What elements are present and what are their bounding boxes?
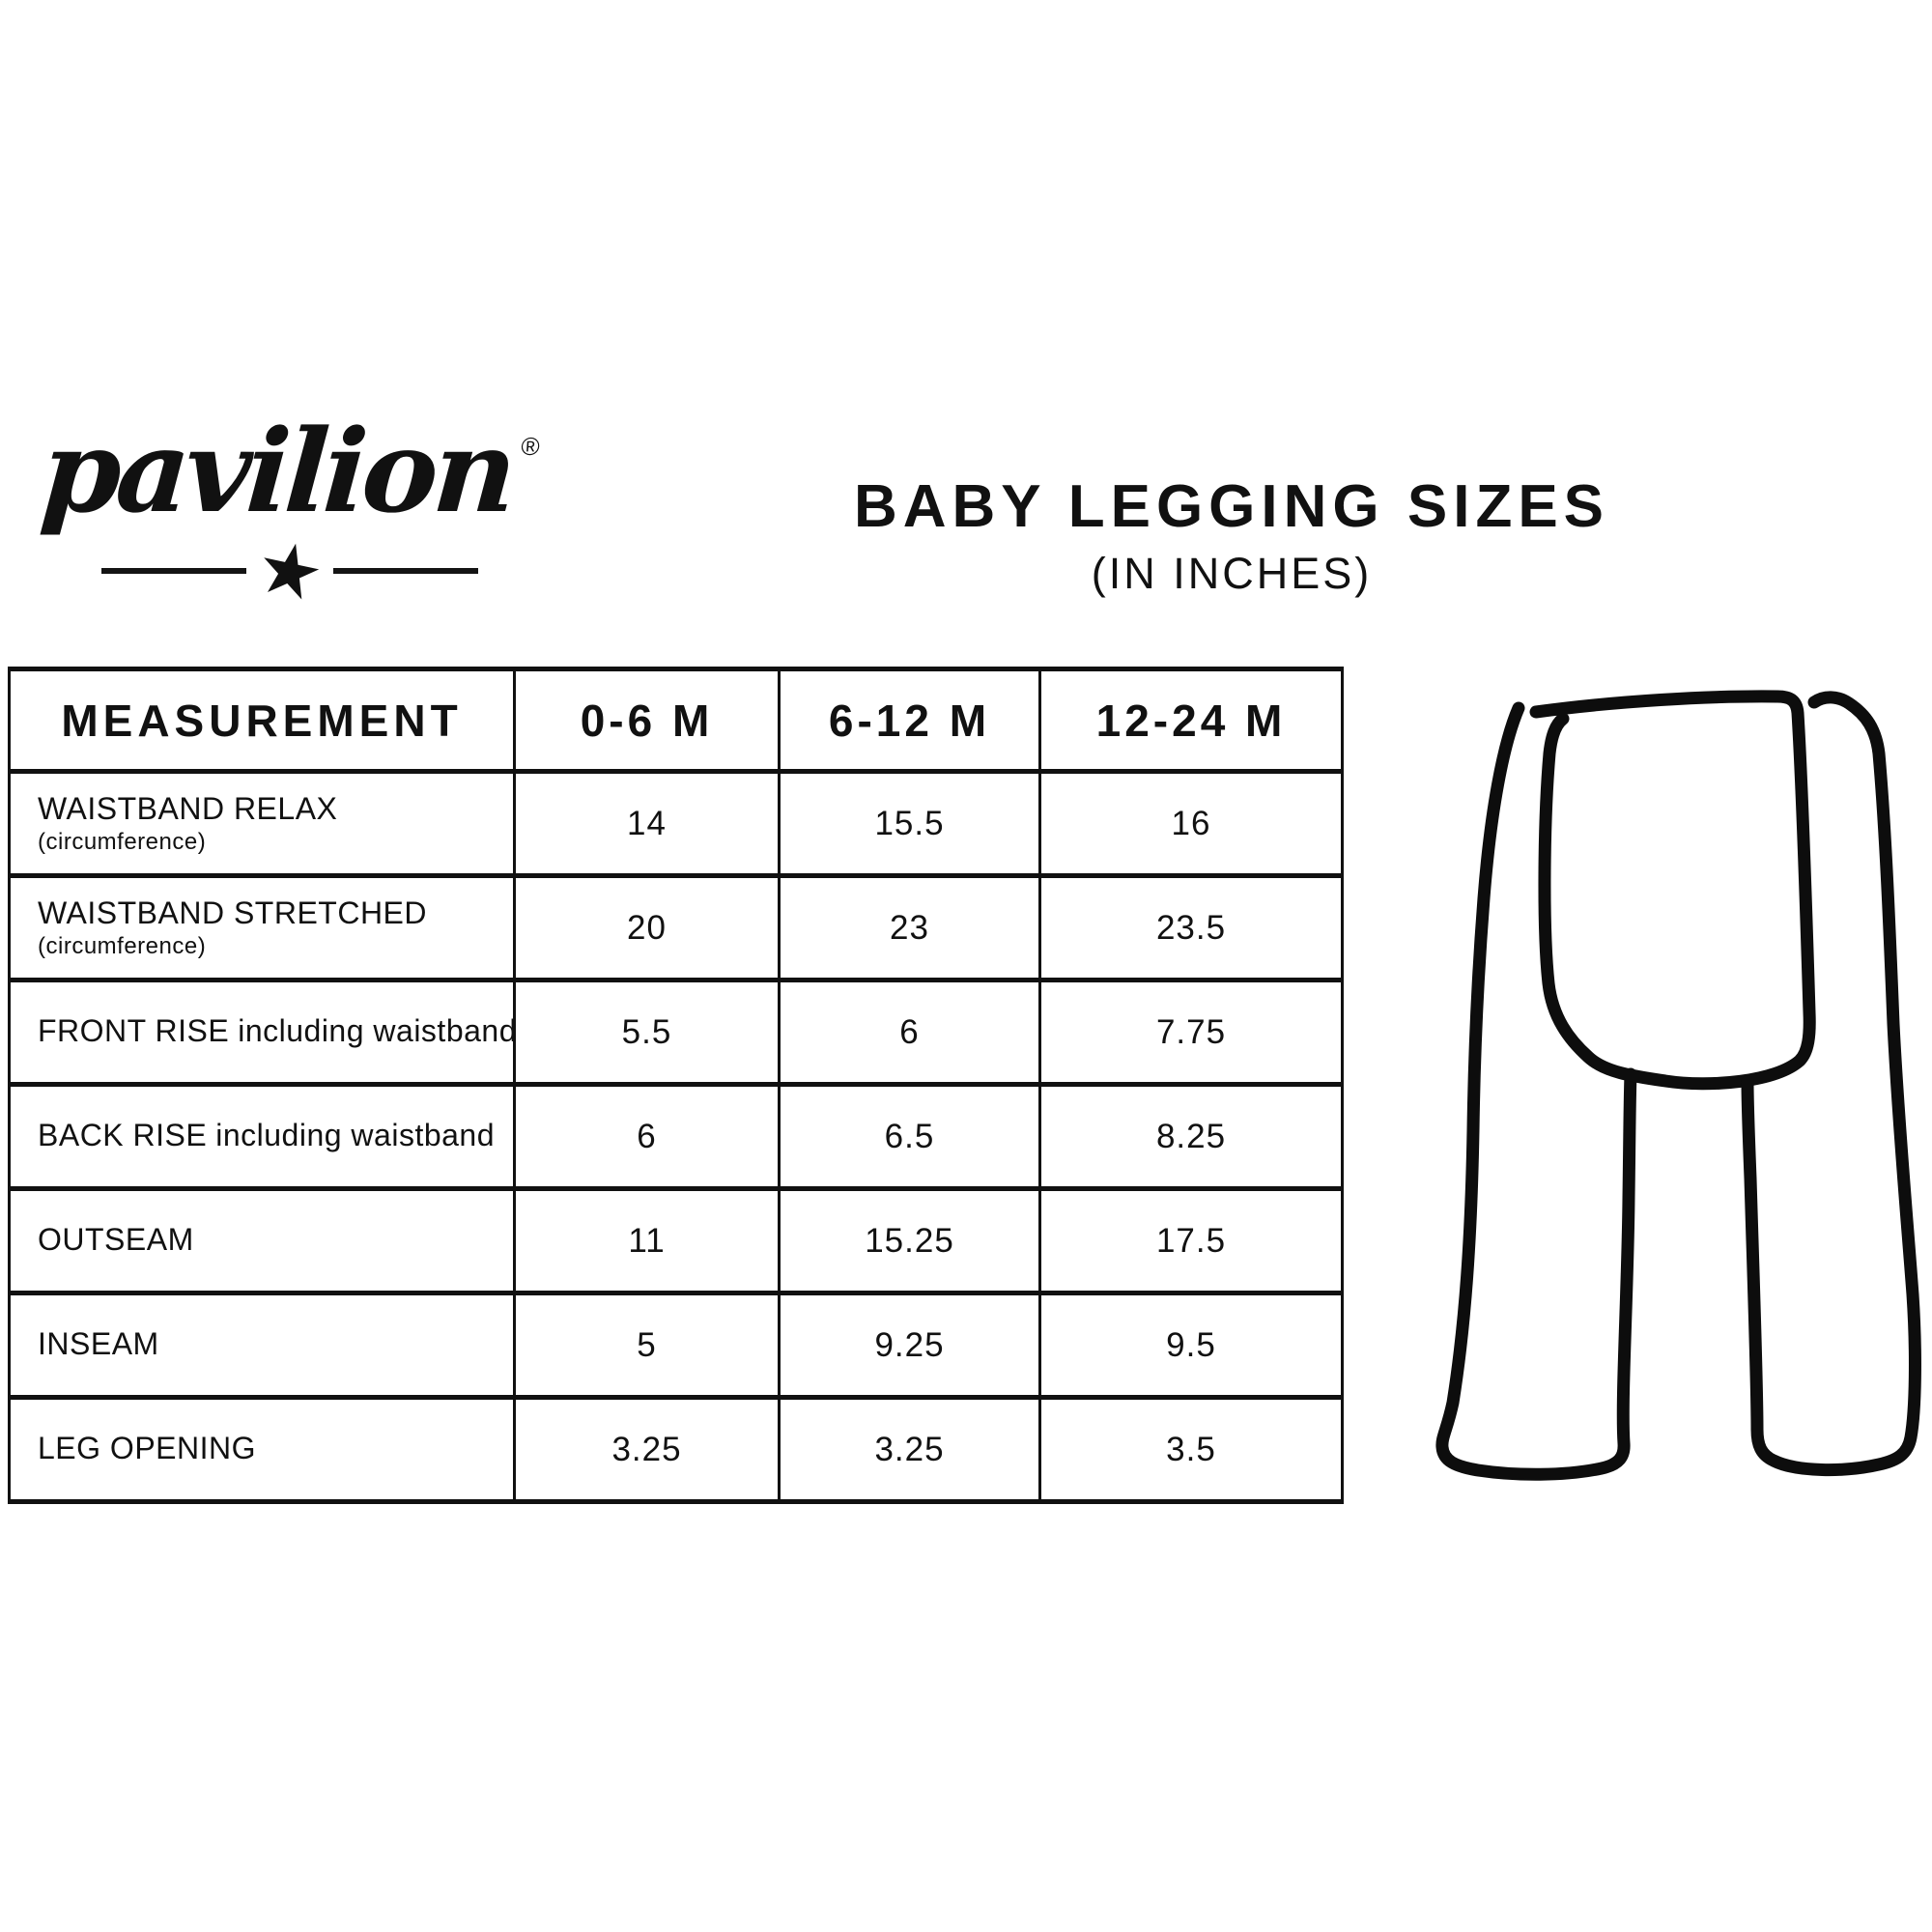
row-label: OUTSEAM — [38, 1221, 194, 1257]
value-cell: 17.5 — [1040, 1189, 1343, 1293]
row-sublabel: (circumference) — [38, 933, 207, 960]
row-label-cell — [10, 1189, 515, 1293]
rule-line-right — [333, 568, 478, 574]
value-cell: 23.5 — [1040, 876, 1343, 980]
column-header-measurement: MEASUREMENT — [10, 669, 515, 772]
baby-leggings-illustration — [1391, 676, 1932, 1526]
row-label-cell — [10, 1293, 515, 1398]
value-cell: 14 — [515, 772, 780, 876]
value-cell: 9.25 — [780, 1293, 1040, 1398]
registered-trademark-symbol: ® — [520, 432, 541, 461]
value-cell: 6.5 — [780, 1085, 1040, 1189]
value-cell: 9.5 — [1040, 1293, 1343, 1398]
table-row — [10, 1189, 1343, 1293]
value-cell: 6 — [515, 1085, 780, 1189]
leggings-left-leg-outline — [1442, 708, 1631, 1474]
table-row — [10, 1293, 1343, 1398]
value-cell: 15.5 — [780, 772, 1040, 876]
leggings-seat-panel-outline — [1536, 696, 1809, 1084]
row-label: WAISTBAND STRETCHED — [38, 895, 427, 931]
table-row — [10, 772, 1343, 876]
value-cell: 5 — [515, 1293, 780, 1398]
table-header-row — [10, 669, 1343, 772]
value-cell: 16 — [1040, 772, 1343, 876]
row-label-cell — [10, 1085, 515, 1189]
row-label: FRONT RISE — [38, 1012, 230, 1048]
value-cell: 6 — [780, 980, 1040, 1085]
column-header-0-6m: 0-6 M — [515, 669, 780, 772]
table-row — [10, 1085, 1343, 1189]
row-label-cell — [10, 876, 515, 980]
row-label-suffix: including waistband — [238, 1012, 517, 1048]
row-label-suffix: including waistband — [215, 1117, 496, 1152]
star-icon: ★ — [248, 522, 331, 620]
page-title-main: BABY LEGGING SIZES — [853, 473, 1610, 540]
value-cell: 3.5 — [1040, 1398, 1343, 1502]
size-table — [8, 667, 1344, 1504]
row-label: LEG OPENING — [38, 1430, 256, 1465]
row-label: INSEAM — [38, 1325, 159, 1361]
rule-line-left — [101, 568, 246, 574]
value-cell: 11 — [515, 1189, 780, 1293]
table-row — [10, 980, 1343, 1085]
value-cell: 8.25 — [1040, 1085, 1343, 1189]
table-row — [10, 876, 1343, 980]
column-header-6-12m: 6-12 M — [780, 669, 1040, 772]
column-header-12-24m: 12-24 M — [1040, 669, 1343, 772]
page-title-sub: (IN INCHES) — [1091, 549, 1373, 598]
value-cell: 3.25 — [780, 1398, 1040, 1502]
row-label-cell — [10, 980, 515, 1085]
row-label-cell — [10, 1398, 515, 1502]
brand-logo — [37, 404, 541, 620]
value-cell: 5.5 — [515, 980, 780, 1085]
value-cell: 20 — [515, 876, 780, 980]
row-label-cell — [10, 772, 515, 876]
value-cell: 7.75 — [1040, 980, 1343, 1085]
table-row — [10, 1398, 1343, 1502]
value-cell: 15.25 — [780, 1189, 1040, 1293]
row-sublabel: (circumference) — [38, 829, 207, 856]
brand-name: pavilion — [37, 404, 517, 538]
row-label: WAISTBAND RELAX — [38, 791, 338, 827]
row-label: BACK RISE — [38, 1117, 208, 1152]
value-cell: 3.25 — [515, 1398, 780, 1502]
page-title — [850, 473, 1613, 598]
logo-star-rule — [39, 522, 541, 620]
value-cell: 23 — [780, 876, 1040, 980]
leggings-right-leg-outline — [1747, 697, 1915, 1470]
brand-wordmark — [35, 404, 545, 538]
